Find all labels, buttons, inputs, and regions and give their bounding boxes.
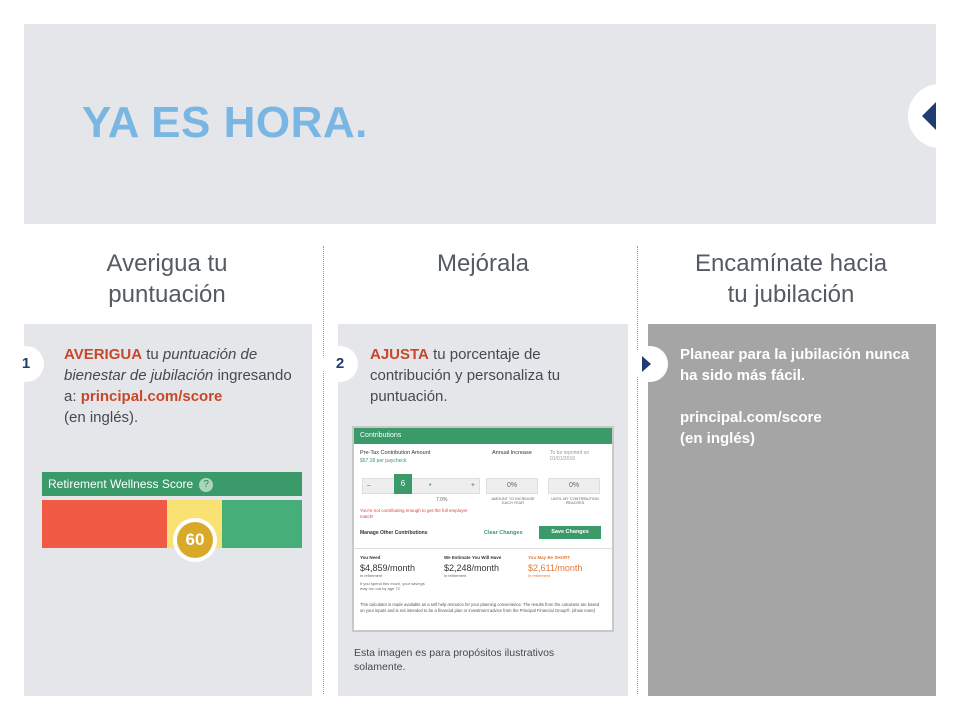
max-contribution-stepper: 0%	[548, 478, 600, 494]
calculator-header: Contributions	[354, 428, 612, 444]
column-heading-3: Encamínate hacia tu jubilación	[694, 250, 888, 308]
page-title: YA ES HORA.	[82, 98, 368, 147]
step-1-text: AVERIGUA tu puntuación de bienestar de jubilación ingresando a: principal.com/score (en inglés).	[64, 346, 292, 426]
illustration-caption: Esta imagen es para propósitos ilustrativos solamente.	[354, 647, 555, 673]
step-number-badge: 2	[322, 346, 358, 382]
play-icon	[642, 356, 651, 372]
annual-increase-stepper: 0%	[486, 478, 538, 494]
score-indicator	[173, 518, 217, 562]
match-warning: You're not contributing enough to get the full employer match!	[360, 508, 468, 519]
step-3-badge	[632, 346, 668, 382]
hero-banner	[24, 24, 936, 224]
score-value: 60	[177, 522, 213, 558]
score-band-high	[222, 500, 302, 548]
retirement-summary: You Need $4,859/month in retirement If you spend this much, your savings may run out by age 72 We Estimate You Will Have $2,248/month in retirement You May Be SHORT $2,611/month in retirement	[354, 548, 612, 600]
score-link[interactable]: principal.com/score	[680, 409, 822, 426]
contributions-calculator-image: Contributions Pre-Tax Contribution Amount $67.28 per paycheck Annual Increase To be reported on 01/01/2016 – • + 6 7.0% 0% AMOUNT TO INCREASE EACH YEAR 0% UNTIL MY CONTRIBUTION REACHES You're not contributing enough to get the full employer match! Manage Other Contributions Clear Changes Save Changes You Need $4,859/month in retirement If you spend this much, your savings may run out by age 72 We Estimate You Will Have $2,248/month in retirement You May Be SHORT $2,611/month in retirement This calculator is made available as a self help resource for your planning convenience. The results from the calculator are based on your inputs and is not intended to be a financial plan or investment advice from the Principal Financial Group®. (show more)	[352, 426, 614, 632]
step-1-panel	[21, 324, 312, 696]
score-widget-header: Retirement Wellness Score ?	[42, 472, 302, 496]
contribution-stepper: – • +	[362, 478, 480, 494]
column-divider	[637, 246, 638, 694]
step-3-text: Planear para la jubilación nunca ha sido más fácil. principal.com/score (en inglés)	[680, 346, 910, 447]
chevron-left-icon	[922, 102, 936, 130]
contribution-value: 6	[394, 474, 412, 494]
step-2-text: AJUSTA tu porcentaje de contribución y personaliza tu puntuación.	[370, 346, 561, 405]
help-icon[interactable]: ?	[199, 478, 213, 492]
score-band-low	[42, 500, 167, 548]
step-2-panel	[335, 324, 628, 696]
column-heading-2: Mejórala	[436, 250, 530, 277]
column-heading-1: Averigua tu puntuación	[106, 250, 228, 308]
step-number-badge: 1	[8, 346, 44, 382]
retirement-wellness-score-widget	[42, 472, 302, 548]
step-3-panel	[648, 324, 936, 696]
score-link[interactable]: principal.com/score	[80, 388, 223, 405]
column-divider	[323, 246, 324, 694]
